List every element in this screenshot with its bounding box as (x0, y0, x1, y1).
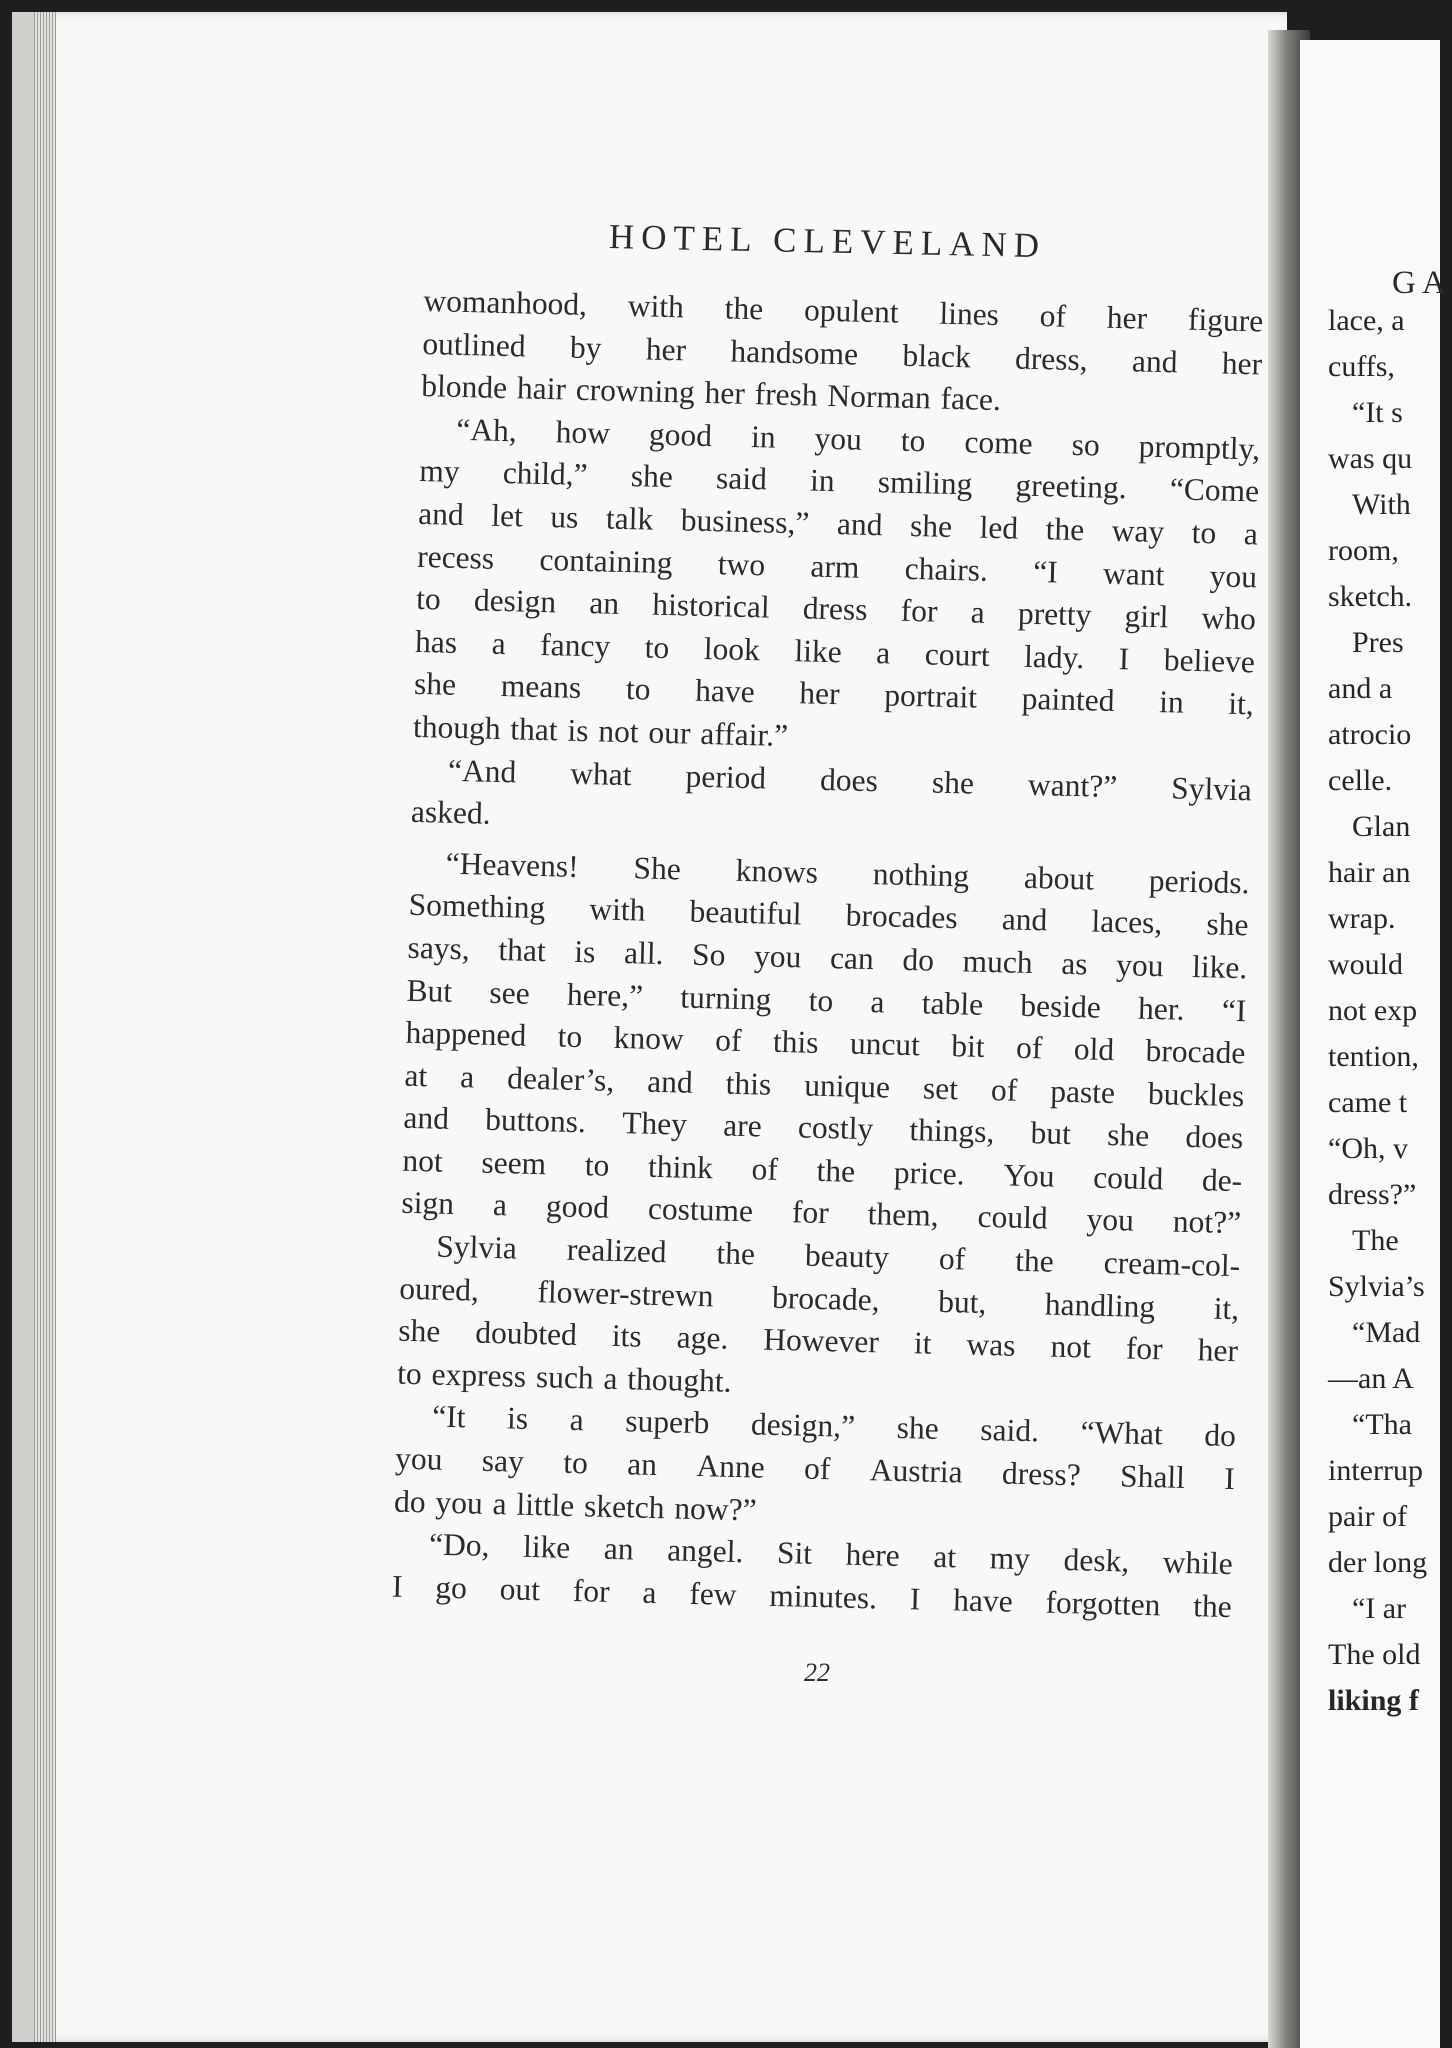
text-line: The old (1328, 1638, 1421, 1671)
text-line: says, that is all. So you can do much as you like. (407, 929, 1248, 986)
text-line: asked. (410, 793, 492, 831)
text-line: was qu (1328, 442, 1413, 475)
text-line: celle. (1328, 764, 1393, 797)
text-line: and buttons. They are costly things, but she does (403, 1100, 1244, 1156)
text-line: sketch. (1328, 580, 1413, 613)
text-line: and let us talk business,” and she led the way to a (417, 495, 1259, 552)
text-line: atrocio (1328, 718, 1412, 751)
text-line: “It is a superb design,” she said. “What do (431, 1398, 1237, 1454)
page-number: 22 (804, 1658, 830, 1687)
text-line: you say to an Anne of Austria dress? Shall I (394, 1440, 1236, 1497)
text-line: der long (1328, 1546, 1428, 1579)
text-line: “Ah, how good in you to come so promptly, (455, 411, 1261, 467)
text-line: she doubted its age. However it was not for her (397, 1312, 1239, 1369)
text-line: But see here,” turning to a table beside her. “I (406, 972, 1247, 1028)
text-line: tention, (1328, 1040, 1419, 1073)
text-line: oured, flower-strewn brocade, but, handling it, (398, 1270, 1240, 1326)
text-line: dress?” (1328, 1178, 1417, 1211)
text-line: “Do, like an angel. Sit here at my desk, while (428, 1526, 1234, 1582)
text-line: room, (1328, 534, 1399, 567)
text-line: “It s (1352, 396, 1403, 429)
text-line: “Heavens! She knows nothing about periods. (445, 845, 1250, 901)
text-line: interrup (1328, 1454, 1423, 1487)
text-line: lace, a (1328, 304, 1405, 337)
text-line: blonde hair crowning her fresh Norman face. (420, 368, 1002, 418)
text-line: has a fancy to look like a court lady. I believe (414, 623, 1256, 680)
text-line: pair of (1328, 1500, 1408, 1533)
left-page (12, 12, 1287, 2042)
right-running-head: GA (1392, 265, 1452, 301)
text-line: would (1328, 948, 1403, 981)
right-body-text (1328, 298, 1427, 1724)
text-line: though that is not our affair.” (412, 708, 789, 753)
text-line: happened to know of this uncut bit of old brocade (405, 1014, 1246, 1071)
text-line: recess containing two arm chairs. “I want you (416, 538, 1258, 594)
text-line: not seem to think of the price. You could de- (402, 1142, 1243, 1199)
text-line: “I ar (1352, 1592, 1407, 1625)
text-line: sign a good costume for them, could you not?” (401, 1185, 1242, 1241)
text-line: not exp (1328, 994, 1418, 1027)
text-line: —an A (1328, 1362, 1414, 1395)
text-line: With (1352, 488, 1411, 521)
text-line: my child,” she said in smiling greeting. “Come (418, 453, 1260, 509)
text-line: and a (1328, 672, 1393, 705)
text-line: came t (1328, 1086, 1408, 1119)
text-line: “Oh, v (1328, 1132, 1408, 1165)
text-line: “Mad (1352, 1316, 1421, 1349)
text-line: to express such a thought. (396, 1355, 732, 1399)
text-line: Pres (1352, 626, 1404, 659)
text-line: womanhood, with the opulent lines of her figure (423, 282, 1264, 339)
text-line: hair an (1328, 856, 1411, 889)
text-line: Sylvia’s (1328, 1270, 1425, 1303)
body-text (392, 280, 1264, 1629)
text-line: liking f (1328, 1684, 1419, 1717)
text-line: Something with beautiful brocades and laces, she (408, 887, 1249, 943)
text-line: Glan (1352, 810, 1411, 843)
text-line: she means to have her portrait painted in it, (413, 666, 1255, 722)
text-line: The (1352, 1224, 1399, 1257)
text-line: Sylvia realized the beauty of the cream-col- (435, 1228, 1241, 1284)
text-line: I go out for a few minutes. I have forgotten the (391, 1568, 1233, 1624)
text-line: “And what period does she want?” Sylvia (447, 752, 1253, 807)
text-line: cuffs, (1328, 350, 1395, 383)
text-line: to design an historical dress for a pretty girl who (415, 581, 1257, 637)
text-line: wrap. (1328, 902, 1396, 935)
page-edges (34, 12, 56, 2042)
text-line: “Tha (1352, 1408, 1412, 1441)
running-head: HOTEL CLEVELAND (608, 217, 1047, 266)
text-line: do you a little sketch now?” (393, 1483, 758, 1528)
right-page (1300, 40, 1452, 2048)
text-line: at a dealer’s, and this unique set of paste buckles (404, 1057, 1245, 1113)
text-line: outlined by her handsome black dress, and her (422, 325, 1263, 382)
